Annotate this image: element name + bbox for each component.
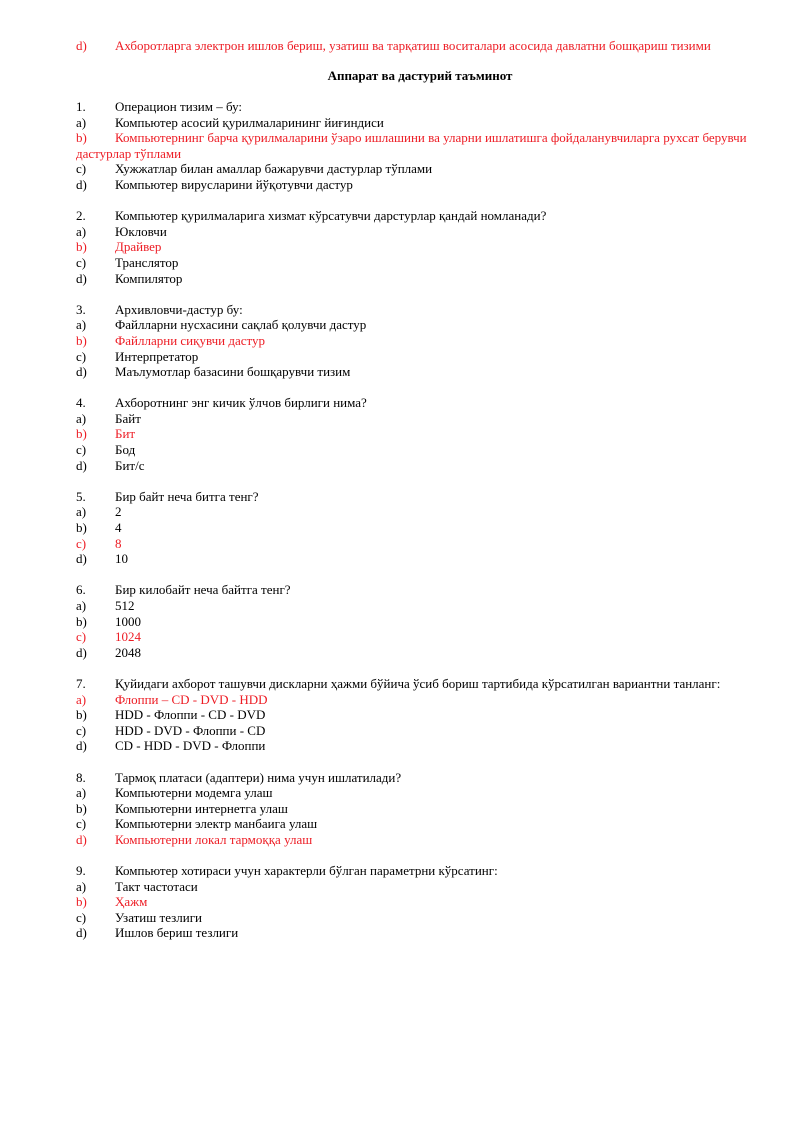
option-text: Хужжатлар билан амаллар бажарувчи дастурлар тўплами [115, 161, 433, 177]
answer-option [76, 317, 766, 333]
option-text: Флоппи – CD - DVD - HDD [115, 691, 268, 707]
answer-option [76, 161, 766, 177]
answer-option [76, 614, 766, 630]
option-label: b) [76, 707, 87, 723]
question-block [76, 863, 766, 941]
answer-option [76, 723, 766, 739]
option-label: d) [76, 551, 87, 567]
option-label: d) [76, 831, 87, 847]
option-label: b) [76, 800, 87, 816]
answer-option [76, 520, 766, 536]
option-text: Такт частотаси [115, 878, 198, 894]
option-text: Маълумотлар базасини бошқарувчи тизим [115, 364, 351, 380]
option-text: Ишлов бериш тезлиги [115, 925, 239, 941]
question-text: Бир байт неча битга тенг? [115, 488, 259, 504]
option-text: CD - HDD - DVD - Флоппи [115, 738, 266, 754]
option-label: d) [76, 738, 87, 754]
option-text: Компьютерни электр манбаига улаш [115, 816, 318, 832]
option-label: c) [76, 254, 87, 270]
question-number: 7. [76, 675, 86, 691]
question-block [76, 489, 766, 567]
answer-option [76, 551, 766, 567]
question-block [76, 676, 766, 754]
question-number: 2. [76, 208, 86, 224]
question-text: Қуйидаги ахборот ташувчи дискларни ҳажми бўйича ўсиб бориш тартибида кўрсатилган вариантни танланг: [115, 675, 721, 691]
option-text: Файлларни сиқувчи дастур [115, 332, 266, 348]
question-number: 1. [76, 99, 86, 114]
question-block [76, 208, 766, 286]
answer-option-correct [76, 692, 766, 708]
option-label: a) [76, 114, 87, 130]
answer-option-correct [76, 333, 766, 349]
option-label: b) [76, 332, 87, 348]
question-text: Операцион тизим – бу: [115, 99, 243, 114]
option-text: Бит [115, 426, 136, 442]
answer-option-correct [76, 629, 766, 645]
answer-option [76, 271, 766, 287]
question-number: 6. [76, 582, 86, 598]
option-text: Компьютерни модемга улаш [115, 785, 273, 801]
answer-option [76, 785, 766, 801]
option-label: d) [76, 364, 87, 380]
option-text: Компилятор [115, 270, 183, 286]
option-text: 2048 [115, 644, 141, 660]
answer-option [76, 801, 766, 817]
option-label: a) [76, 598, 87, 613]
option-text: Файлларни нусхасини сақлаб қолувчи дастур [115, 317, 367, 333]
answer-option [76, 925, 766, 941]
answer-option [76, 504, 766, 520]
question-text: Бир килобайт неча байтга тенг? [115, 582, 291, 598]
answer-option-correct [76, 130, 766, 161]
answer-option [76, 411, 766, 427]
question-header [76, 770, 766, 786]
option-text: Юкловчи [115, 223, 167, 239]
option-text: Компьютернинг барча қурилмаларини ўзаро ишлашини ва уларни ишлатишга фойдаланувчиларга рухсат берувчи дастурлар тўплами [76, 130, 747, 161]
option-label: d) [76, 644, 87, 660]
option-label: b) [76, 130, 87, 146]
option-label: a) [76, 223, 87, 239]
option-label: a) [76, 878, 87, 894]
question-number: 8. [76, 769, 86, 785]
answer-option [76, 816, 766, 832]
question-block [76, 770, 766, 848]
question-header [76, 208, 766, 224]
option-label: c) [76, 535, 87, 551]
option-text: Транслятор [115, 254, 179, 270]
option-label: c) [76, 442, 87, 458]
section-title: Аппарат ва дастурий таъминот [327, 68, 513, 83]
answer-option [76, 442, 766, 458]
option-label: a) [76, 317, 87, 333]
question-number: 3. [76, 301, 86, 317]
question-text: Тармоқ платаси (адаптери) нима учун ишлатилади? [115, 769, 402, 785]
option-label: d) [76, 38, 87, 53]
option-label: c) [76, 161, 87, 177]
option-text: Компьютерни локал тармоққа улаш [115, 831, 313, 847]
question-block [76, 395, 766, 473]
question-text: Ахборотнинг энг кичик ўлчов бирлиги нима? [115, 395, 367, 411]
question-text: Компьютер хотираси учун характерли бўлган параметрни кўрсатинг: [115, 863, 498, 879]
previous-answer-option [76, 38, 756, 54]
question-header [76, 676, 766, 692]
option-text: Компьютер асосий қурилмаларининг йиғиндиси [115, 114, 384, 130]
answer-option [76, 879, 766, 895]
question-header [76, 99, 766, 115]
option-label: a) [76, 785, 87, 801]
option-text: 2 [115, 504, 122, 520]
answer-option [76, 349, 766, 365]
answer-option-correct [76, 832, 766, 848]
option-text: 8 [115, 535, 122, 551]
option-label: b) [76, 520, 87, 536]
option-text: Ахборотларга электрон ишлов бериш, узатиш ва тарқатиш воситалари асосида давлатни бошқариш тизими [115, 38, 711, 53]
option-text: 512 [115, 598, 135, 613]
option-label: d) [76, 176, 87, 192]
option-label: a) [76, 504, 87, 520]
option-text: Бит/с [115, 457, 145, 473]
option-label: b) [76, 894, 87, 910]
answer-option [76, 364, 766, 380]
option-label: b) [76, 426, 87, 442]
answer-option-correct [76, 239, 766, 255]
answer-option [76, 707, 766, 723]
option-text: HDD - Флоппи - CD - DVD [115, 707, 266, 723]
question-text: Компьютер қурилмаларига хизмат кўрсатувчи дарстурлар қандай номланади? [115, 208, 547, 224]
answer-option [76, 645, 766, 661]
option-label: d) [76, 925, 87, 941]
question-header [76, 302, 766, 318]
answer-option-correct [76, 894, 766, 910]
option-label: b) [76, 239, 87, 255]
answer-option-correct [76, 426, 766, 442]
question-header [76, 395, 766, 411]
option-label: c) [76, 629, 87, 645]
option-text: Компьютерни интернетга улаш [115, 800, 288, 816]
option-label: c) [76, 348, 87, 364]
option-text: HDD - DVD - Флоппи - CD [115, 722, 266, 738]
option-text: 1000 [115, 613, 141, 629]
option-text: Ҳажм [115, 894, 148, 910]
option-text: Драйвер [115, 239, 162, 255]
answer-option [76, 598, 766, 614]
question-list [76, 99, 766, 957]
option-label: a) [76, 410, 87, 426]
question-block [76, 582, 766, 660]
option-text: Узатиш тезлиги [115, 909, 203, 925]
question-header [76, 489, 766, 505]
option-label: a) [76, 691, 87, 707]
option-text: 1024 [115, 629, 141, 645]
question-number: 9. [76, 863, 86, 879]
answer-option [76, 177, 766, 193]
question-text: Архивловчи-дастур бу: [115, 301, 243, 317]
option-text: Байт [115, 410, 141, 426]
answer-option [76, 910, 766, 926]
answer-option [76, 458, 766, 474]
question-block [76, 302, 766, 380]
question-number: 5. [76, 488, 86, 504]
option-label: d) [76, 270, 87, 286]
question-header [76, 582, 766, 598]
option-label: c) [76, 722, 87, 738]
question-block [76, 99, 766, 193]
option-text: Бод [115, 442, 136, 458]
answer-option [76, 255, 766, 271]
option-label: c) [76, 816, 87, 832]
option-text: Интерпретатор [115, 348, 199, 364]
answer-option [76, 738, 766, 754]
option-label: b) [76, 613, 87, 629]
option-text: Компьютер вирусларини йўқотувчи дастур [115, 176, 353, 192]
answer-option [76, 224, 766, 240]
option-text: 4 [115, 520, 122, 536]
answer-option [76, 115, 766, 131]
option-label: d) [76, 457, 87, 473]
option-text: 10 [115, 551, 128, 567]
question-header [76, 863, 766, 879]
option-label: c) [76, 909, 87, 925]
answer-option-correct [76, 536, 766, 552]
question-number: 4. [76, 395, 86, 411]
